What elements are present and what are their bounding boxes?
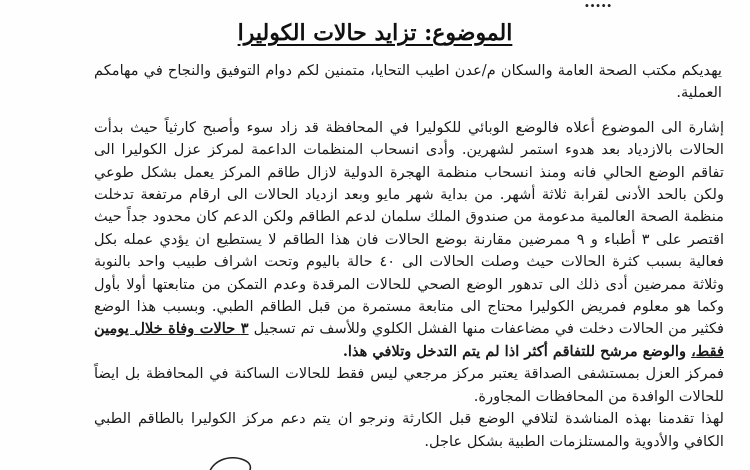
situation-text: إشارة الى الموضوع أعلاه فالوضع الوبائي للكوليرا في المحافظة قد زاد سوء وأصبح كارثياً حيث بدأت الحالات بالازدياد بعد هدوء استمر لشهرين. وأدى انسحاب المنظمات الداعمة لمركز عزل الكوليرا الى تفاقم الوضع الحالي فانه ومنذ انسحاب منظمة الهجرة الدولية لازال طاقم المركز يعمل بشكل طوعي ولكن بالحد الأدنى لقرابة ثلاثة أشهر. من بداية شهر مايو وبعد ازدياد الحالات الى ارقام مرتفعة تدخلت منظمة الصحة العالمية مدعومة من صندوق الملك سلمان لدعم الطاقم ولكن الدعم كان محدود جداً حيث اقتصر على ٣ أطباء و ٩ ممرضين مقارنة بوضع الحالات فان هذا الطاقم لا يستطيع ان يؤدي عمله بكل فعالية بسبب كثرة الحالات حيث وصلت الحالات الى ٤٠ حالة باليوم وتحت اشراف طبيب واحد بالنوبة وثلاثة ممرضين أدى ذلك الى تدهور الوضع الصحي للحالات المرقدة وعدم التمكن من متابعتها أولا بأول وكما هو معلوم فمريض الكوليرا محتاج الى متابعة مستمرة من قبل الطاقم الطبي. وبسبب هذا الوضع فكثير من الحالات دخلت في مضاعفات منها الفشل الكلوي وللأسف تم تسجيل [94, 118, 725, 338]
situation-end: والوضع مرشح للتفاقم أكثر اذا لم يتم التدخل وتلافي هذا. [342, 342, 692, 360]
header-fragment: ..... [584, 0, 612, 11]
signature-mark [200, 448, 260, 470]
appeal-paragraph: لهذا تقدمنا بهذه المناشدة لتلافي الوضع قبل الكارثة ونرجو ان يتم دعم مركز الكوليرا بالطاقم الطبي الكافي والأدوية والمستلزمات الطبية بشكل عاجل. [94, 410, 724, 450]
situation-paragraph [94, 117, 724, 363]
letter-body [94, 60, 724, 453]
deaths-highlight: ٣ حالات وفاة خلال يومين فقط، [94, 320, 724, 360]
subject-heading [0, 20, 750, 46]
subject-text: الموضوع: تزايد حالات الكوليرا [237, 20, 513, 46]
isolation-center-paragraph: فمركز العزل بمستشفى الصداقة يعتبر مركز مرجعي ليس فقط للحالات الساكنة في المحافظة بل ايضاً للحالات الوافدة من المحافظات المجاورة. [94, 365, 724, 405]
greeting-paragraph: يهديكم مكتب الصحة العامة والسكان م/عدن اطيب التحايا، متمنين لكم دوام التوفيق والنجاح في مهامكم العملية. [94, 62, 722, 102]
